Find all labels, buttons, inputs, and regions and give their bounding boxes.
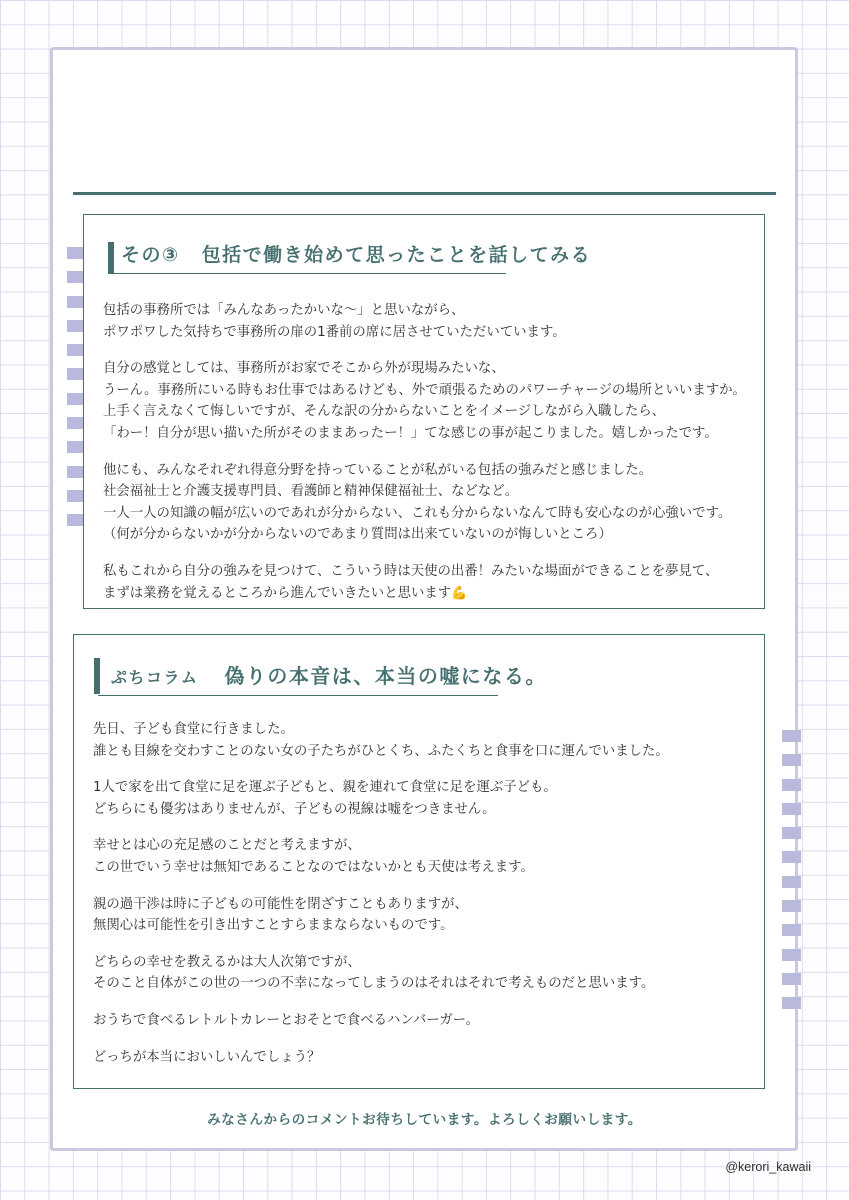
text-line: 他にも、みんなそれぞれ得意分野を持っていることが私がいる包括の強みだと感じました。 — [103, 462, 653, 478]
binder-tab — [782, 924, 801, 936]
text-line: 「わー！自分が思い描いた所がそのままあったー！」てな感じの事が起こりました。嬉しかったです。 — [103, 425, 718, 441]
text-line: ポワポワした気持ちで事務所の扉の1番前の席に居させていただいています。 — [103, 324, 566, 340]
text-line: どちらの幸せを教えるかは大人次第ですが、 — [93, 954, 361, 970]
text-line: うーん。事務所にいる時もお仕事ではあるけども、外で頑張るためのパワーチャージの場所といいますか。 — [103, 382, 746, 398]
column-title: 偽りの本音は、本当の嘘になる。 — [224, 664, 547, 688]
text-line: 私もこれから自分の強みを見つけて、こういう時は天使の出番！みたいな場面ができることを夢見て、 — [103, 563, 719, 579]
text-line: 誰とも目線を交わすことのない女の子たちがひとくち、ふたくちと食事を口に運んでいました。 — [93, 743, 669, 759]
author-handle: @kerori_kawaii — [725, 1160, 811, 1174]
text-line: 親の過干渉は時に子どもの可能性を閉ざすこともありますが、 — [93, 896, 468, 912]
heading-bar — [108, 242, 114, 274]
text-line: 1人で家を出て食堂に足を運ぶ子どもと、親を連れて食堂に足を運ぶ子ども。 — [93, 780, 557, 796]
text-line: おうちで食べるレトルトカレーとおそとで食べるハンバーガー。 — [93, 1012, 480, 1028]
text-line: （何が分からないかが分からないのであまり質問は出来ていないのが悔しいところ） — [103, 527, 612, 543]
binder-tab — [782, 754, 801, 766]
text-line: 先日、子ども食堂に行きました。 — [93, 722, 294, 737]
column-body — [93, 719, 669, 1068]
text-line: どちらにも優劣はありませんが、子どもの視線は嘘をつきません。 — [93, 801, 496, 817]
binder-tab — [782, 779, 801, 791]
binder-tabs-right — [782, 730, 801, 1009]
heading-underline — [98, 695, 498, 697]
column-label: ぷちコラム — [111, 668, 199, 687]
text-line: 無関心は可能性を引き出すことすらままならないものです。 — [93, 918, 454, 934]
binder-tab — [782, 973, 801, 985]
binder-tab — [782, 730, 801, 742]
section-one-heading — [121, 240, 591, 267]
text-line: 社会福祉士と介護支援専門員、看護師と精神保健福祉士、などなど。 — [103, 484, 519, 500]
binder-tab — [782, 803, 801, 815]
text-line: どっちが本当においしいんでしょう？ — [93, 1049, 321, 1065]
text-line: 幸せとは心の充足感のことだと考えますが、 — [93, 838, 361, 854]
text-line: 一人一人の知識の幅が広いのであれが分からない、これも分からないなんて時も安心なのが心強いです。 — [103, 505, 732, 521]
heading-bar — [94, 658, 100, 694]
footer-message: みなさんからのコメントお待ちしています。よろしくお願いします。 — [207, 1112, 642, 1128]
binder-tab — [782, 827, 801, 839]
top-divider — [73, 192, 776, 195]
text-line-content: まずは業務を覚えるところから進んでいきたいと思います — [103, 585, 452, 601]
text-line: 包括の事務所では「みんなあったかいな〜」と思いながら、 — [103, 303, 465, 318]
binder-tab — [782, 900, 801, 912]
binder-tab — [782, 997, 801, 1009]
section-one-title: 包括で働き始めて思ったことを話してみる — [201, 244, 592, 266]
text-line: 上手く言えなくて悔しいですが、そんな訳の分からないことをイメージしながら入職したら、 — [103, 404, 666, 420]
binder-tab — [782, 949, 801, 961]
heading-underline — [108, 273, 506, 275]
text-line: 自分の感覚としては、事務所がお家でそこから外が現場みたいな、 — [103, 361, 505, 377]
flexed-biceps-icon: 💪 — [451, 585, 468, 601]
binder-tab — [782, 876, 801, 888]
text-line: そのこと自体がこの世の一つの不幸になってしまうのはそれはそれで考えものだと思います。 — [93, 976, 655, 992]
section-one-body — [103, 300, 746, 604]
section-one-label: その③ — [121, 244, 180, 266]
column-heading — [111, 660, 547, 689]
text-line: この世でいう幸せは無知であることなのではないかとも天使は考えます。 — [93, 859, 534, 875]
binder-tab — [782, 851, 801, 863]
text-line — [103, 583, 746, 605]
